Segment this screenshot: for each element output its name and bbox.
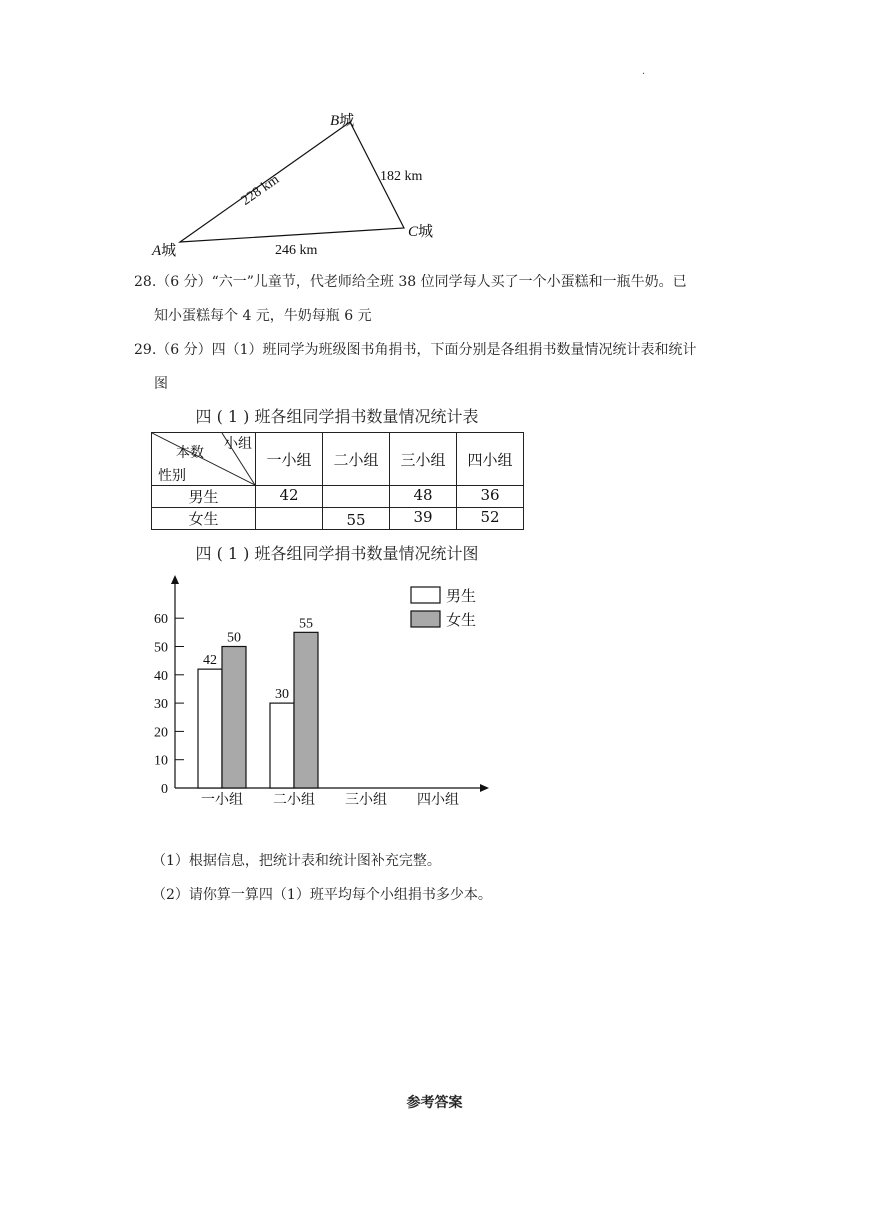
x-axis-arrow: [480, 784, 489, 792]
y-axis-arrow: [171, 575, 179, 584]
statistics-table: [151, 432, 524, 530]
x-tick-label: 二小组: [273, 793, 315, 808]
corner-label-group: 小组: [224, 436, 252, 452]
q29-sub2: （2）请你算一算四（1）班平均每个小组捐书多少本。: [152, 887, 492, 903]
bar-chart: [140, 568, 500, 813]
y-tick-label: 10: [154, 753, 168, 769]
city-a-label: A城: [152, 243, 177, 259]
x-tick-label: 四小组: [417, 793, 459, 808]
table-cell: 36: [457, 486, 524, 508]
side-ab-label: 228 km: [238, 172, 283, 209]
table-header-cell: 一小组: [256, 433, 323, 486]
triangle-shape: [180, 122, 404, 242]
x-tick-label: 三小组: [345, 793, 387, 808]
y-tick-label: 60: [154, 612, 168, 628]
table-cell: 52: [457, 508, 524, 530]
table-row-boys: [152, 486, 524, 508]
table-cell: [323, 486, 390, 508]
city-b-label: B城: [330, 113, 355, 129]
side-bc-label: 182 km: [380, 169, 423, 184]
y-tick-label: 20: [154, 725, 168, 741]
legend-swatch: [411, 587, 440, 603]
q28-line1: 28.（6 分）“六一”儿童节，代老师给全班 38 位同学每人买了一个小蛋糕和一瓶牛奶。已: [134, 274, 687, 290]
y-tick-label: 40: [154, 668, 168, 684]
y-tick-label: 50: [154, 640, 168, 656]
legend-label: 女生: [446, 613, 477, 629]
q29-sub1: （1）根据信息，把统计表和统计图补充完整。: [152, 853, 441, 869]
legend-swatch: [411, 611, 440, 627]
bar: [270, 703, 294, 788]
triangle-figure: [140, 108, 450, 263]
answer-heading: 参考答案: [406, 1095, 463, 1111]
data-label: 42: [203, 653, 217, 669]
x-tick-label: 一小组: [201, 793, 243, 808]
table-row-girls: [152, 508, 524, 530]
corner-label-count: 本数: [176, 445, 204, 461]
table-corner-cell: [152, 433, 256, 486]
bar: [222, 647, 246, 789]
chart-title: 四 ( 1 ) 班各组同学捐书数量情况统计图: [195, 544, 479, 563]
table-title: 四 ( 1 ) 班各组同学捐书数量情况统计表: [195, 407, 479, 426]
table-row-label: 女生: [152, 508, 256, 530]
q29-line1: 29.（6 分）四（1）班同学为班级图书角捐书，下面分别是各组捐书数量情况统计表和统计: [134, 342, 697, 358]
table-cell: 48: [390, 486, 457, 508]
data-label: 30: [275, 687, 289, 703]
data-label: 50: [227, 630, 241, 646]
table-cell: [256, 508, 323, 530]
bar: [198, 669, 222, 788]
city-c-label: C城: [408, 224, 434, 240]
y-tick-label: 0: [161, 782, 168, 797]
corner-label-gender: 性别: [158, 468, 186, 484]
y-tick-label: 30: [154, 697, 168, 713]
table-cell: 39: [390, 508, 457, 530]
q28-line2: 知小蛋糕每个 4 元，牛奶每瓶 6 元: [154, 308, 372, 324]
table-row-label: 男生: [152, 486, 256, 508]
table-cell: 55: [323, 508, 390, 530]
table-cell: 42: [256, 486, 323, 508]
table-header-cell: 四小组: [457, 433, 524, 486]
table-header-row: [152, 433, 524, 486]
table-header-cell: 三小组: [390, 433, 457, 486]
table-header-cell: 二小组: [323, 433, 390, 486]
legend-label: 男生: [446, 589, 477, 605]
q29-line2: 图: [154, 376, 168, 392]
data-label: 55: [299, 616, 313, 632]
side-ac-label: 246 km: [275, 243, 318, 258]
page-marker-dot: .: [642, 66, 646, 77]
bar: [294, 632, 318, 788]
